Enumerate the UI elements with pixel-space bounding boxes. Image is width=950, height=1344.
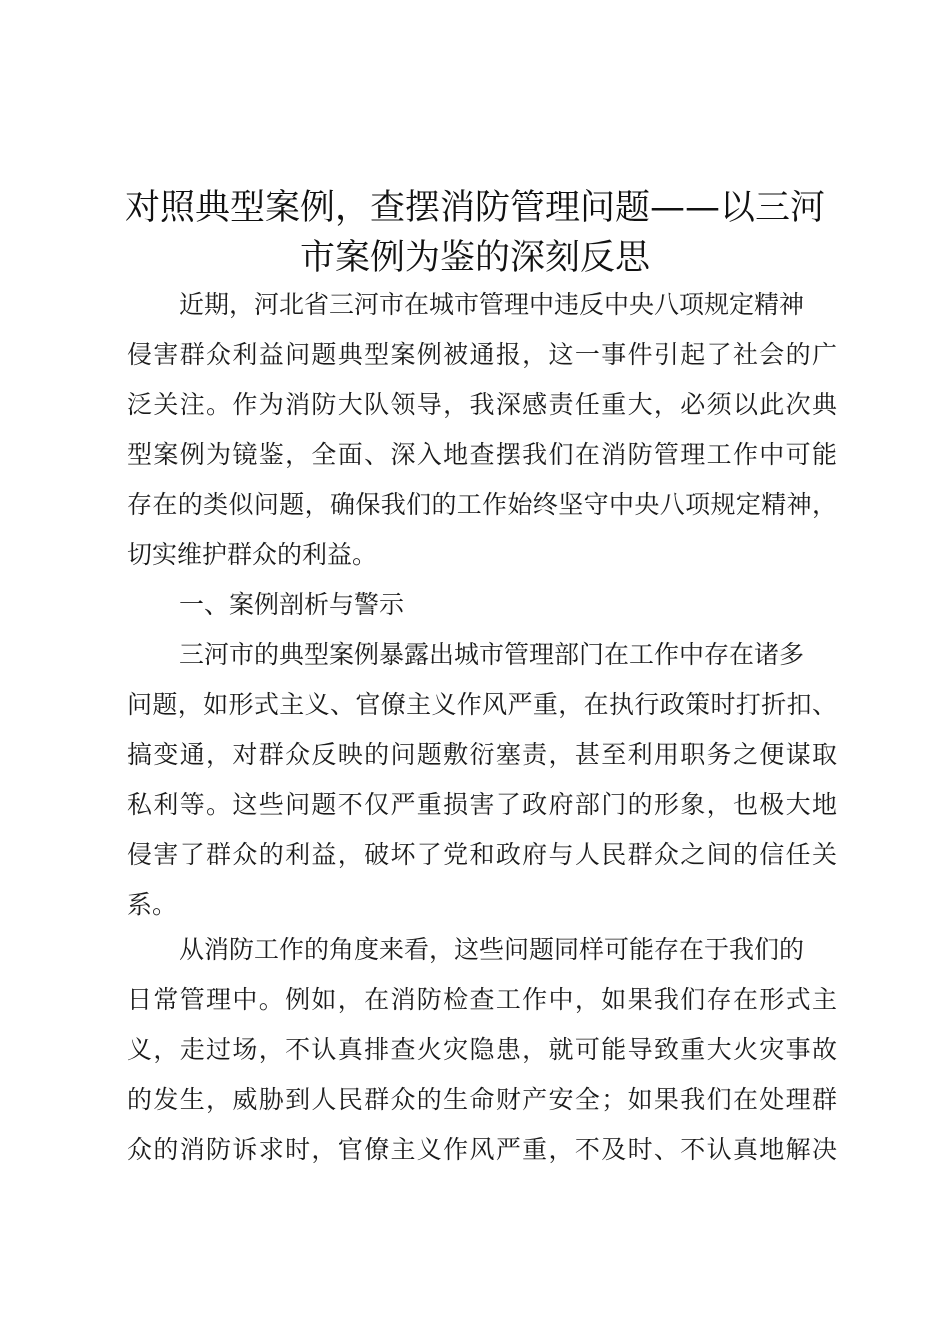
paragraph-fire-perspective — [127, 925, 837, 1175]
paragraph-line: 侵害群众利益问题典型案例被通报，这一事件引起了社会的广 — [127, 340, 837, 369]
paragraph-line: 型案例为镜鉴，全面、深入地查摆我们在消防管理工作中可能 — [127, 440, 837, 469]
paragraph-line: 存在的类似问题，确保我们的工作始终坚守中央八项规定精神， — [127, 490, 837, 519]
paragraph-line: 的发生，威胁到人民群众的生命财产安全；如果我们在处理群 — [127, 1085, 837, 1114]
paragraph-introduction — [127, 280, 837, 580]
paragraph-line: 侵害了群众的利益，破坏了党和政府与人民群众之间的信任关 — [127, 840, 837, 869]
paragraph-line: 搞变通，对群众反映的问题敷衍塞责，甚至利用职务之便谋取 — [127, 740, 837, 769]
section-heading: 一、案例剖析与警示 — [179, 590, 405, 619]
paragraph-line: 三河市的典型案例暴露出城市管理部门在工作中存在诸多 — [179, 640, 805, 669]
section-heading-case-analysis — [127, 580, 837, 630]
paragraph-line: 义，走过场，不认真排查火灾隐患，就可能导致重大火灾事故 — [127, 1035, 837, 1064]
document-title-line-2: 市案例为鉴的深刻反思 — [299, 238, 650, 278]
paragraph-line: 众的消防诉求时，官僚主义作风严重，不及时、不认真地解决 — [127, 1135, 837, 1164]
paragraph-line: 私利等。这些问题不仅严重损害了政府部门的形象，也极大地 — [127, 790, 837, 819]
paragraph-line: 问题，如形式主义、官僚主义作风严重，在执行政策时打折扣、 — [127, 690, 837, 719]
paragraph-case-analysis — [127, 630, 837, 930]
paragraph-line: 日常管理中。例如，在消防检查工作中，如果我们存在形式主 — [127, 985, 837, 1014]
document-title-line-1: 对照典型案例，查摆消防管理问题——以三河 — [124, 188, 825, 228]
paragraph-line: 近期，河北省三河市在城市管理中违反中央八项规定精神 — [179, 290, 805, 319]
paragraph-line: 切实维护群众的利益。 — [127, 540, 378, 569]
paragraph-line: 系。 — [127, 890, 178, 919]
paragraph-line: 从消防工作的角度来看，这些问题同样可能存在于我们的 — [179, 935, 805, 964]
paragraph-line: 泛关注。作为消防大队领导，我深感责任重大，必须以此次典 — [127, 390, 837, 419]
